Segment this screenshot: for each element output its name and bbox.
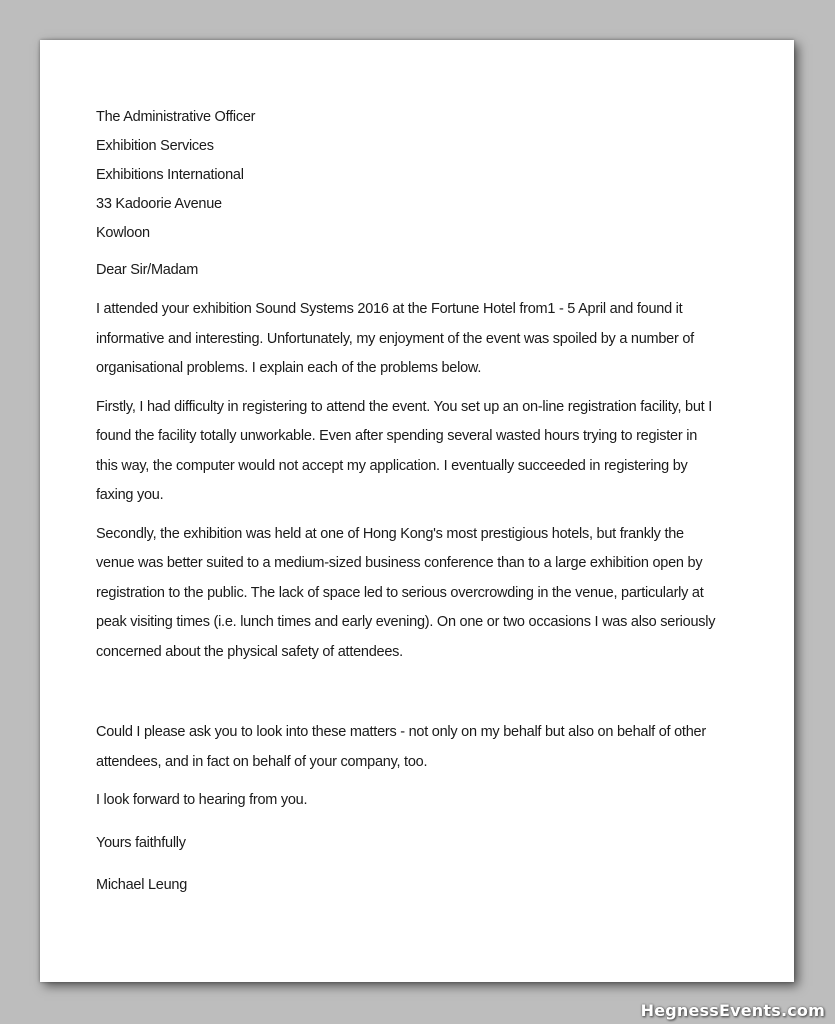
body-paragraph-closing: I look forward to hearing from you. (96, 792, 308, 808)
salutation: Dear Sir/Madam (96, 262, 199, 278)
body-paragraph-registration: Firstly, I had difficulty in registering to attend the event. You set up an on-line registration facility, but I found the facility totally unworkable. Even after spending several wasted hours trying to register in this way, the computer would not accept my application. I eventually succeeded in registering by faxing you. (96, 398, 712, 503)
body-paragraph-request: Could I please ask you to look into these matters - not only on my behalf but also on behalf of other attendees, and in fact on behalf of your company, too. (96, 724, 706, 770)
letter-content (96, 103, 716, 900)
signature-name: Michael Leung (96, 876, 188, 893)
watermark: HegnessEvents.com (640, 1001, 825, 1020)
letter-page (40, 40, 794, 982)
address-line: 33 Kadoorie Avenue (96, 196, 222, 212)
address-line: Exhibition Services (96, 138, 214, 154)
complimentary-close: Yours faithfully (96, 834, 186, 851)
address-line: Exhibitions International (96, 167, 244, 183)
address-line: Kowloon (96, 225, 150, 241)
body-paragraph-venue: Secondly, the exhibition was held at one of Hong Kong's most prestigious hotels, but frankly the venue was better suited to a medium-sized business conference than to a large exhibition open by registration to the public. The lack of space led to serious overcrowding in the venue, particularly at peak visiting times (i.e. lunch times and early evening). On one or two occasions I was also seriously concerned about the physical safety of attendees. (96, 525, 716, 660)
body-paragraph-intro: I attended your exhibition Sound Systems 2016 at the Fortune Hotel from1 - 5 April and found it informative and interesting. Unfortunately, my enjoyment of the event was spoiled by a number of organisational problems. I explain each of the problems below. (96, 301, 694, 376)
address-line: The Administrative Officer (96, 109, 256, 125)
recipient-address (96, 103, 716, 248)
